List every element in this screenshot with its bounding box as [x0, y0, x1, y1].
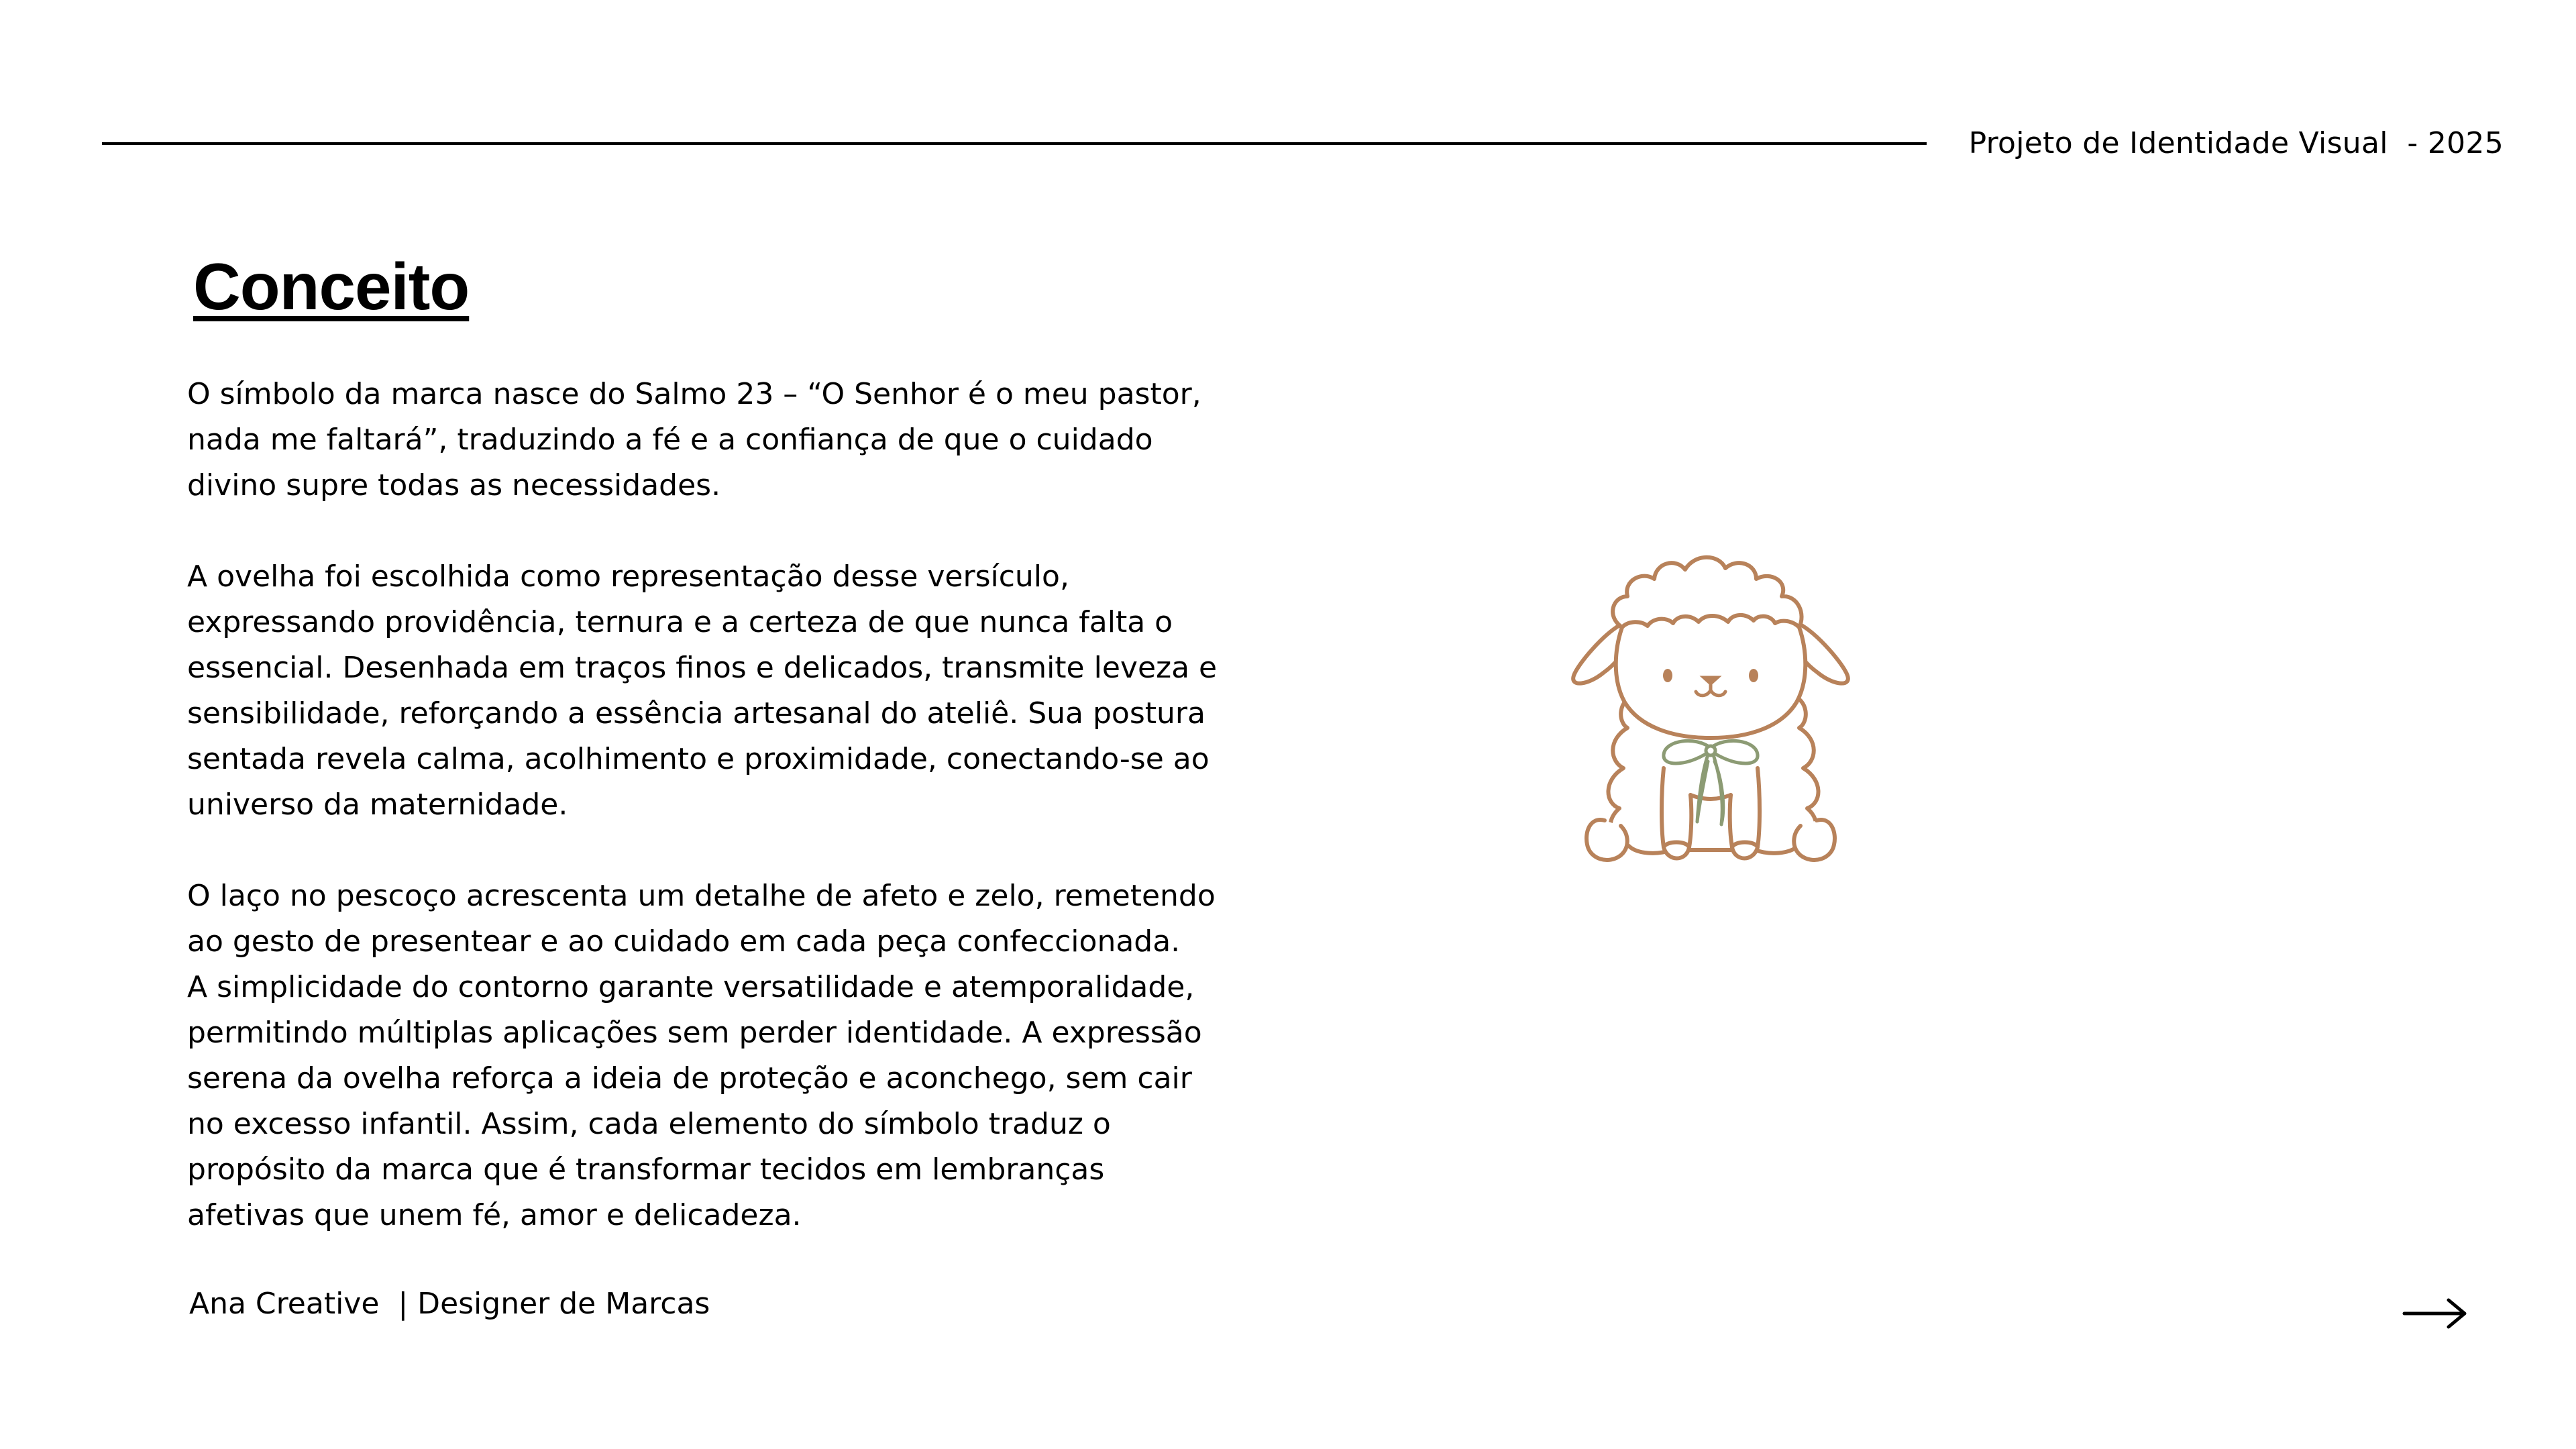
designer-signature: Ana Creative | Designer de Marcas: [189, 1287, 710, 1321]
paragraph-bow: O laço no pescoço acrescenta um detalhe de afeto e zelo, remetendo ao gesto de presentear e ao cuidado em cada peça confeccionada. A simplicidade do contorno garante versatilidade e atemporalidade, permitindo múltiplas aplicações sem perder identidade. A expressão serena da ovelha reforça a ideia de proteção e aconchego, sem cair no excesso infantil. Assim, cada elemento do símbolo traduz o propósito da marca que é transformar tecidos em lembranças afetivas que unem fé, amor e delicadeza.: [187, 879, 1216, 1232]
paragraph-sheep: A ovelha foi escolhida como representação desse versículo, expressando providência, ternura e a certeza de que nunca falta o essencial. Desenhada em traços finos e delicados, transmite leveza e sensibilidade, reforçando a essência artesanal do ateliê. Sua postura sentada revela calma, acolhimento e proximidade, conectando-se ao universo da maternidade.: [187, 559, 1218, 822]
concept-text: [187, 372, 1234, 1284]
sheep-outline: [1573, 557, 1848, 860]
project-label: Projeto de Identidade Visual - 2025: [1968, 126, 2504, 160]
header-divider: [102, 142, 1927, 145]
page-title: Conceito: [193, 250, 470, 323]
sheep-illustration: [1543, 527, 1878, 943]
arrow-right-icon[interactable]: [2402, 1293, 2469, 1334]
paragraph-origin: O símbolo da marca nasce do Salmo 23 – “O Senhor é o meu pastor, nada me faltará”, traduzindo a fé e a confiança de que o cuidado divino supre todas as necessidades.: [187, 377, 1201, 502]
